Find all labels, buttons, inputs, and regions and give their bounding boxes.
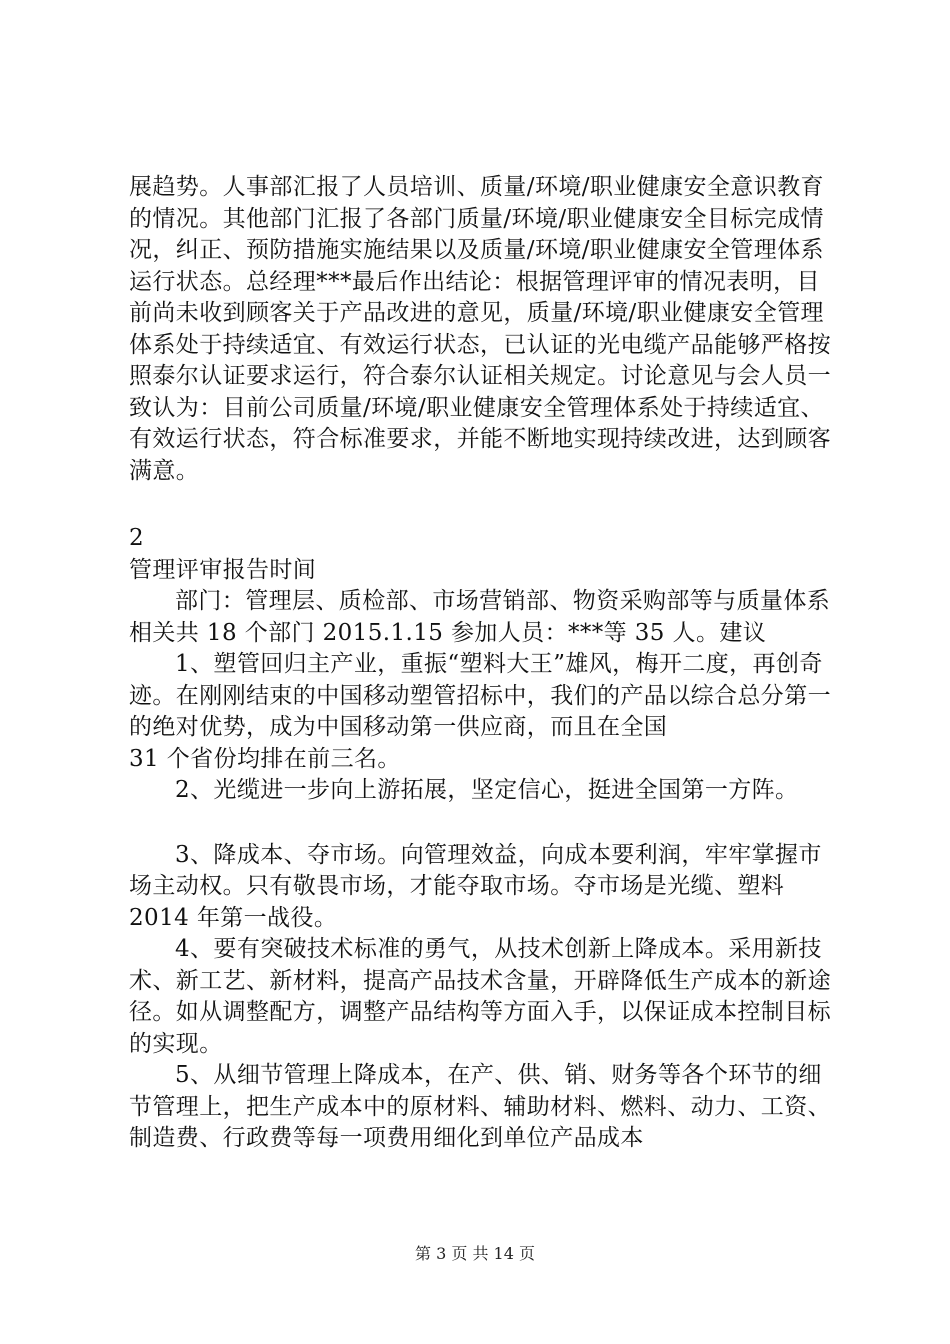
- paragraph-review-conclusion: 展趋势。人事部汇报了人员培训、质量/环境/职业健康安全意识教育的情况。其他部门汇报了各部门质量/环境/职业健康安全目标完成情况，纠正、预防措施实施结果以及质量/环境/职业健康安全管理体系运行状态。总经理***最后作出结论：根据管理评审的情况表明，目前尚未收到顾客关于产品改进的意见，质量/环境/职业健康安全管理体系处于持续适宜、有效运行状态，已认证的光电缆产品能够严格按照泰尔认证要求运行，符合泰尔认证相关规定。讨论意见与会人员一致认为：目前公司质量/环境/职业健康安全管理体系处于持续适宜、有效运行状态，符合标准要求，并能不断地实现持续改进，达到顾客满意。: [129, 174, 831, 484]
- paragraph-gap: [129, 487, 831, 523]
- suggestion-item-3: 3、降成本、夺市场。向管理效益，向成本要利润，牢牢掌握市场主动权。只有敬畏市场，才能夺取市场。夺市场是光缆、塑料 2014 年第一战役。: [129, 841, 822, 931]
- page-footer: 第 3 页 共 14 页: [415, 1244, 535, 1263]
- suggestion-item-4: 4、要有突破技术标准的勇气，从技术创新上降成本。采用新技术、新工艺、新材料，提高产品技术含量，开辟降低生产成本的新途径。如从调整配方，调整产品结构等方面入手，以保证成本控制目标的实现。: [129, 936, 831, 1057]
- suggestion-item-2: 2、光缆进一步向上游拓展，坚定信心，挺进全国第一方阵。: [175, 777, 799, 803]
- paragraph-gap: [129, 807, 831, 840]
- section-title: 管理评审报告时间: [129, 556, 317, 583]
- suggestion-item-5: 5、从细节管理上降成本，在产、供、销、财务等各个环节的细节管理上，把生产成本中的原材料、辅助材料、燃料、动力、工资、制造费、行政费等每一项费用细化到单位产品成本: [129, 1062, 831, 1151]
- document-body: [129, 172, 831, 1155]
- section-number: 2: [129, 525, 145, 551]
- suggestion-item-1: 1、塑管回归主产业，重振“塑料大王”雄风，梅开二度，再创奇迹。在刚刚结束的中国移动塑管招标中，我们的产品以综合总分第一的绝对优势，成为中国移动第一供应商，而且在全国: [129, 651, 831, 740]
- departments-line: 部门：管理层、质检部、市场营销部、物资采购部等与质量体系相关共 18 个部门 2015.1.15 参加人员：***等 35 人。建议: [129, 588, 831, 646]
- suggestion-item-1-continued: 31 个省份均排在前三名。: [129, 745, 401, 772]
